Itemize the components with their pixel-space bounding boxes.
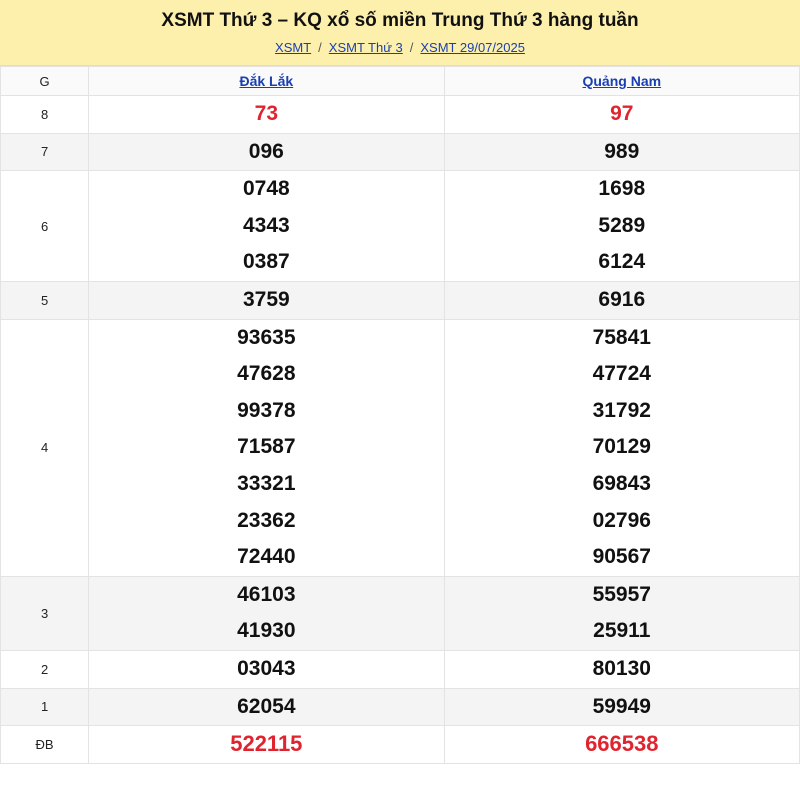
result-number: 90567	[592, 545, 651, 569]
table-row	[1, 133, 800, 171]
result-cell	[89, 688, 444, 726]
prize-label: 6	[1, 171, 89, 282]
result-number: 47628	[237, 362, 296, 386]
breadcrumb-separator: /	[409, 40, 414, 55]
table-row	[1, 576, 800, 650]
result-cell	[444, 96, 799, 134]
result-cell	[444, 281, 799, 319]
result-cell	[89, 726, 444, 764]
result-number: 096	[248, 139, 284, 163]
result-number: 6916	[598, 287, 646, 311]
result-cell	[89, 171, 444, 282]
result-number: 47724	[592, 362, 651, 386]
prize-label: 2	[1, 650, 89, 688]
result-number: 99378	[237, 398, 296, 422]
result-cell	[444, 576, 799, 650]
breadcrumb-link-xsmt[interactable]: XSMT	[275, 40, 312, 55]
province-link-dak-lak[interactable]: Đắk Lắk	[239, 73, 294, 89]
result-number: 3759	[242, 287, 290, 311]
result-number: 6124	[598, 250, 646, 274]
result-cell	[89, 576, 444, 650]
results-table	[0, 66, 800, 764]
result-number: 0387	[242, 250, 290, 274]
result-number: 72440	[237, 545, 296, 569]
table-row	[1, 319, 800, 576]
result-number: 62054	[237, 694, 296, 718]
prize-label: 1	[1, 688, 89, 726]
result-number: 666538	[585, 731, 659, 757]
prize-column-header: G	[1, 67, 89, 96]
result-number: 46103	[237, 582, 296, 606]
result-number: 33321	[237, 471, 296, 495]
result-number: 59949	[592, 694, 651, 718]
result-number: 71587	[237, 435, 296, 459]
result-cell	[89, 133, 444, 171]
result-number: 989	[604, 139, 640, 163]
province-header-dak-lak	[89, 67, 444, 96]
table-row	[1, 281, 800, 319]
breadcrumb-separator: /	[318, 40, 322, 55]
result-number: 80130	[592, 656, 651, 680]
breadcrumb-link-xsmt-thu-3[interactable]: XSMT Thứ 3	[328, 40, 403, 55]
table-header-row	[1, 67, 800, 96]
result-number: 0748	[242, 177, 290, 201]
result-number: 55957	[592, 582, 651, 606]
result-number: 522115	[230, 731, 303, 757]
breadcrumb	[0, 40, 800, 55]
prize-label: 3	[1, 576, 89, 650]
result-number: 31792	[592, 398, 651, 422]
result-number: 03043	[237, 656, 296, 680]
result-cell	[444, 650, 799, 688]
result-cell	[89, 281, 444, 319]
page-header	[0, 0, 800, 66]
prize-label: 7	[1, 133, 89, 171]
table-row	[1, 171, 800, 282]
result-number: 25911	[593, 619, 651, 643]
page-title: XSMT Thứ 3 – KQ xổ số miền Trung Thứ 3 hàng tuần	[161, 10, 639, 31]
prize-label: 5	[1, 281, 89, 319]
breadcrumb-link-date[interactable]: XSMT 29/07/2025	[420, 40, 525, 55]
result-number: 93635	[237, 325, 296, 349]
table-row	[1, 726, 800, 764]
table-row	[1, 650, 800, 688]
result-number: 4343	[242, 213, 290, 237]
result-cell	[89, 650, 444, 688]
province-link-quang-nam[interactable]: Quảng Nam	[582, 73, 662, 89]
result-number: 75841	[592, 325, 651, 349]
result-number: 23362	[237, 508, 296, 532]
result-number: 73	[254, 102, 278, 125]
result-number: 70129	[592, 435, 651, 459]
result-cell	[444, 726, 799, 764]
prize-label: 4	[1, 319, 89, 576]
result-cell	[444, 688, 799, 726]
result-number: 5289	[598, 213, 646, 237]
result-number: 69843	[592, 471, 651, 495]
result-number: 02796	[592, 508, 651, 532]
result-number: 97	[610, 102, 634, 125]
table-row	[1, 688, 800, 726]
result-cell	[444, 319, 799, 576]
result-cell	[89, 319, 444, 576]
result-cell	[444, 133, 799, 171]
province-header-quang-nam	[444, 67, 799, 96]
result-number: 41930	[237, 619, 296, 643]
prize-label: ĐB	[1, 726, 89, 764]
result-number: 1698	[598, 177, 646, 201]
result-cell	[89, 96, 444, 134]
prize-label: 8	[1, 96, 89, 134]
table-row	[1, 96, 800, 134]
result-cell	[444, 171, 799, 282]
